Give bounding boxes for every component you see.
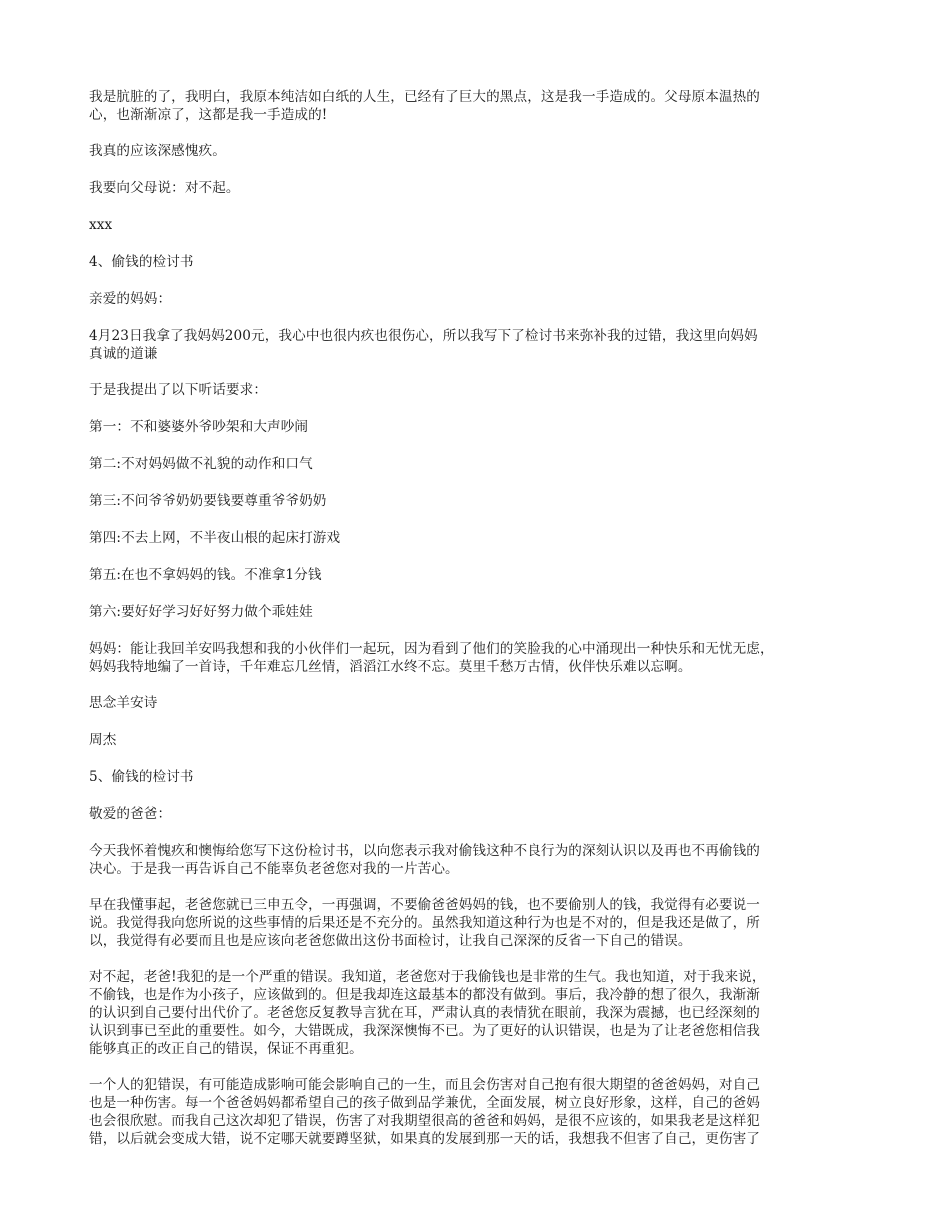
text-line: 思念羊安诗 bbox=[89, 695, 158, 711]
text-line: 认识到事已至此的重要性。如今，大错既成，我深深懊悔不已。为了更好的认识错误，也是为了让老爸您相信我 bbox=[89, 1023, 760, 1039]
document-paragraph bbox=[89, 179, 861, 197]
text-line: 错，以后就会变成大错，说不定哪天就要蹲坚狱，如果真的发展到那一天的话，我想我不但害了自己，更伤害了 bbox=[89, 1131, 760, 1147]
text-line: 第六:要好好学习好好努力做个乖娃娃 bbox=[89, 604, 313, 620]
document-paragraph bbox=[89, 566, 861, 584]
text-line: 早在我懂事起，老爸您就已三申五令，一再强调，不要偷爸爸妈妈的钱，也不要偷别人的钱，我觉得有必要说一 bbox=[89, 897, 760, 913]
text-line: 不偷钱，也是作为小孩子，应该做到的。但是我却连这最基本的都没有做到。事后，我冷静的想了很久，我渐渐 bbox=[89, 987, 760, 1003]
text-line: 第五:在也不拿妈妈的钱。不准拿1分钱 bbox=[89, 567, 322, 583]
text-line: 的认识到自己要付出代价了。老爸您反复教导言犹在耳，严肃认真的表情犹在眼前，我深为震撼，也已经深刻的 bbox=[89, 1005, 760, 1021]
text-line: 今天我怀着愧疚和懊悔给您写下这份检讨书，以向您表示我对偷钱这种不良行为的深刻认识以及再也不再偷钱的 bbox=[89, 843, 760, 859]
document-paragraph bbox=[89, 731, 861, 749]
section-heading bbox=[89, 768, 861, 786]
text-line: 于是我提出了以下听话要求： bbox=[89, 382, 268, 398]
text-line: 妈妈我特地编了一首诗，千年难忘几丝情，滔滔江水终不忘。莫里千愁万古情，伙伴快乐难以忘啊。 bbox=[89, 659, 692, 675]
text-line: 能够真正的改正自己的错误，保证不再重犯。 bbox=[89, 1041, 363, 1057]
section-heading bbox=[89, 253, 861, 271]
text-line: xxx bbox=[89, 217, 113, 233]
document-paragraph bbox=[89, 968, 861, 1058]
text-line: 也是一种伤害。每一个爸爸妈妈都希望自己的孩子做到品学兼优，全面发展，树立良好形象，这样，自己的爸妈 bbox=[89, 1095, 760, 1111]
text-line: 第四:不去上网，不半夜山根的起床打游戏 bbox=[89, 530, 341, 546]
text-line: 以，我觉得有必要而且也是应该向老爸您做出这份书面检讨，让我自己深深的反省一下自己的错误。 bbox=[89, 933, 692, 949]
text-line: 妈妈：能让我回羊安吗我想和我的小伙伴们一起玩，因为看到了他们的笑脸我的心中涌现出一种快乐和无忧无虑， bbox=[89, 641, 774, 657]
document-paragraph bbox=[89, 290, 861, 308]
text-line: 亲爱的妈妈： bbox=[89, 291, 172, 307]
text-line: 第一：不和婆婆外爷吵架和大声吵闹 bbox=[89, 419, 309, 435]
text-line: 第二:不对妈妈做不礼貌的动作和口气 bbox=[89, 456, 313, 472]
document-paragraph bbox=[89, 142, 861, 160]
document-paragraph bbox=[89, 216, 861, 234]
document-paragraph bbox=[89, 805, 861, 823]
text-line: 心，也渐渐凉了，这都是我一手造成的! bbox=[89, 107, 328, 123]
text-line: 我要向父母说：对不起。 bbox=[89, 180, 240, 196]
text-line: 真诚的道谦 bbox=[89, 346, 158, 362]
document-paragraph bbox=[89, 327, 861, 363]
document-page bbox=[89, 88, 861, 1166]
document-paragraph bbox=[89, 1076, 861, 1148]
text-line: 敬爱的爸爸： bbox=[89, 806, 172, 822]
document-paragraph bbox=[89, 842, 861, 878]
document-paragraph bbox=[89, 896, 861, 950]
document-paragraph bbox=[89, 640, 861, 676]
document-paragraph bbox=[89, 603, 861, 621]
document-paragraph bbox=[89, 88, 861, 124]
document-paragraph bbox=[89, 381, 861, 399]
text-line: 决心。于是我一再告诉自己不能辜负老爸您对我的一片苦心。 bbox=[89, 861, 459, 877]
document-paragraph bbox=[89, 492, 861, 510]
text-line: 周杰 bbox=[89, 732, 117, 748]
text-line: 说。我觉得我向您所说的这些事情的后果还是不充分的。虽然我知道这种行为也是不对的，但是我还是做了，所 bbox=[89, 915, 760, 931]
text-line: 4月23日我拿了我妈妈200元，我心中也很内疚也很伤心，所以我写下了检讨书来弥补我的过错，我这里向妈妈 bbox=[89, 328, 758, 344]
document-paragraph bbox=[89, 455, 861, 473]
document-paragraph bbox=[89, 418, 861, 436]
text-line: 对不起，老爸!我犯的是一个严重的错误。我知道，老爸您对于我偷钱也是非常的生气。我也知道，对于我来说， bbox=[89, 969, 766, 985]
text-line: 一个人的犯错误，有可能造成影响可能会影响自己的一生，而且会伤害对自己抱有很大期望的爸爸妈妈，对自己 bbox=[89, 1077, 760, 1093]
text-line: 我真的应该深感愧疚。 bbox=[89, 143, 226, 159]
text-line: 5、偷钱的检讨书 bbox=[89, 769, 194, 785]
text-line: 第三:不问爷爷奶奶要钱要尊重爷爷奶奶 bbox=[89, 493, 327, 509]
text-line: 4、偷钱的检讨书 bbox=[89, 254, 194, 270]
document-paragraph bbox=[89, 694, 861, 712]
text-line: 我是肮脏的了，我明白，我原本纯洁如白纸的人生，已经有了巨大的黑点，这是我一手造成的。父母原本温热的 bbox=[89, 89, 760, 105]
document-paragraph bbox=[89, 529, 861, 547]
text-line: 也会很欣慰。而我自己这次却犯了错误，伤害了对我期望很高的爸爸和妈妈，是很不应该的，如果我老是这样犯 bbox=[89, 1113, 760, 1129]
